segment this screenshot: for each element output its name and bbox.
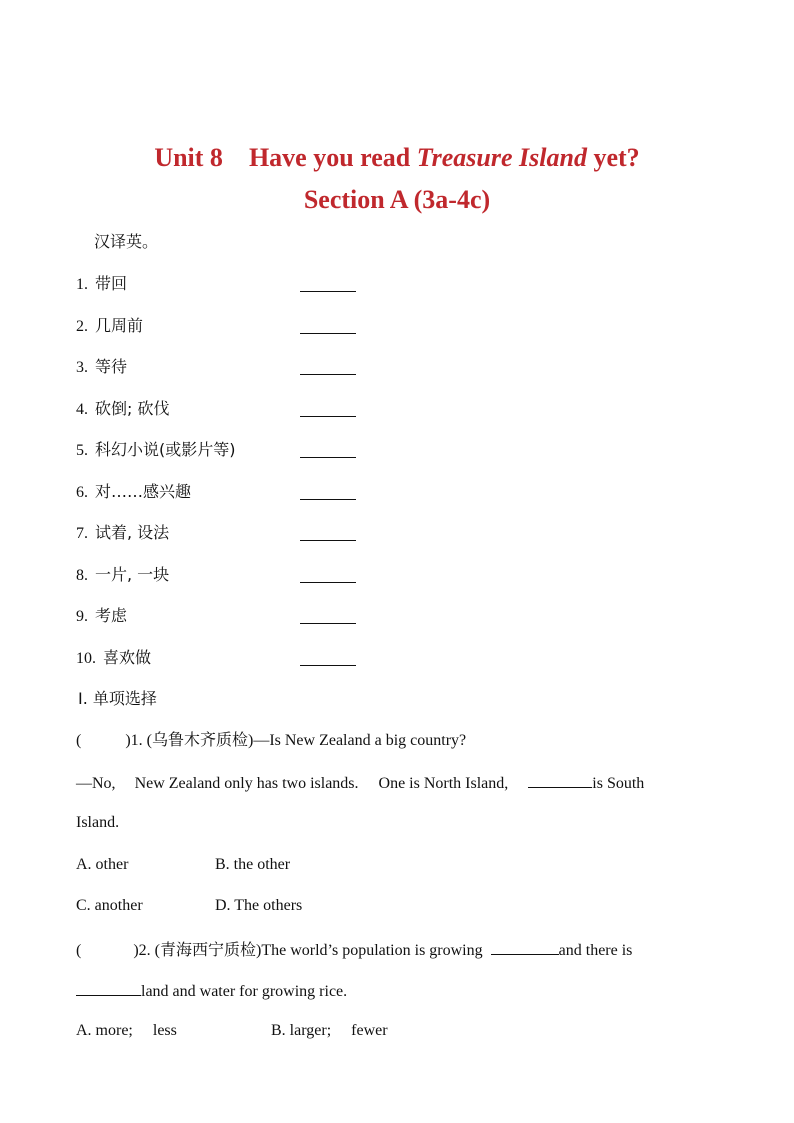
answer-blank[interactable] — [300, 582, 356, 583]
question-1-text: 1. (乌鲁木齐质检)—Is New Zealand a big country? — [130, 732, 467, 749]
section-heading: Ⅰ. 单项选择 — [78, 689, 157, 708]
q2-option-a-label: A. more; — [76, 1022, 133, 1039]
q2-option-b-word: fewer — [351, 1022, 388, 1039]
translation-instruction: 汉译英。 — [94, 232, 159, 251]
translation-item — [76, 482, 191, 503]
item-number: 2. — [76, 317, 88, 335]
q1-text-d: is South — [592, 775, 645, 792]
item-chinese-text: 对……感兴趣 — [95, 481, 192, 501]
item-chinese-text: 一片, 一块 — [95, 564, 170, 584]
answer-paren-open: ( — [76, 732, 82, 749]
answer-paren-open: ( — [76, 942, 82, 959]
fill-blank[interactable] — [76, 980, 141, 996]
translation-item — [76, 440, 236, 461]
translation-item — [76, 399, 169, 420]
item-chinese-text: 试着, 设法 — [95, 523, 170, 542]
answer-paren-close: ) — [133, 942, 139, 959]
option-d[interactable]: D. The others — [215, 897, 303, 914]
answer-blank[interactable] — [300, 499, 356, 500]
item-number: 8. — [76, 566, 88, 584]
item-chinese-text: 砍倒; 砍伐 — [95, 398, 170, 418]
item-chinese-text: 科幻小说(或影片等) — [95, 440, 236, 459]
q2-option-a[interactable] — [76, 1021, 177, 1041]
question-2-text: 2. (青海西宁质检)The world’s population is growing — [138, 942, 483, 959]
translation-item — [76, 523, 169, 544]
q2-text-line2: land and water for growing rice. — [141, 983, 348, 1000]
q1-text-c: One is North Island, — [378, 775, 509, 792]
item-chinese-text: 考虑 — [95, 606, 128, 625]
answer-blank[interactable] — [300, 374, 356, 375]
q1-text-a: —No, — [76, 775, 116, 792]
item-number: 9. — [76, 608, 88, 625]
item-number: 3. — [76, 359, 88, 376]
item-chinese-text: 几周前 — [95, 315, 144, 335]
answer-blank[interactable] — [300, 457, 356, 458]
translation-item — [76, 565, 169, 586]
q1-text-b: New Zealand only has two islands. — [134, 775, 359, 792]
option-a[interactable]: A. other — [76, 856, 129, 873]
question-1-line-3: Island. — [76, 814, 120, 831]
fill-blank[interactable] — [491, 939, 559, 955]
unit-title — [0, 143, 794, 173]
unit-number: Unit 8 — [154, 143, 223, 172]
item-number: 10. — [76, 649, 96, 667]
fill-blank[interactable] — [528, 772, 592, 788]
translation-item — [76, 606, 127, 627]
answer-paren-close: ) — [125, 732, 131, 749]
question-1 — [76, 731, 466, 751]
item-number: 1. — [76, 276, 88, 293]
title-question-end: yet? — [586, 143, 640, 172]
answer-blank[interactable] — [300, 333, 356, 334]
question-1-line-2 — [76, 772, 644, 794]
question-2 — [76, 939, 632, 961]
answer-blank[interactable] — [300, 291, 356, 292]
title-question-start: Have you read — [248, 143, 417, 172]
item-number: 5. — [76, 442, 88, 459]
answer-blank[interactable] — [300, 665, 356, 666]
answer-blank[interactable] — [300, 623, 356, 624]
question-2-line-2 — [76, 980, 347, 1002]
translation-item — [76, 357, 127, 378]
translation-item — [76, 316, 143, 337]
section-title: Section A (3a-4c) — [303, 185, 491, 214]
answer-blank[interactable] — [300, 416, 356, 417]
item-number: 4. — [76, 400, 88, 418]
book-title: Treasure Island — [416, 143, 587, 172]
item-chinese-text: 等待 — [95, 357, 128, 376]
translation-item — [76, 274, 127, 295]
item-number: 6. — [76, 483, 88, 501]
q2-option-b-label: B. larger; — [271, 1022, 332, 1039]
translation-item — [76, 648, 151, 669]
item-chinese-text: 带回 — [95, 274, 128, 293]
option-b[interactable]: B. the other — [215, 856, 291, 873]
q2-text-tail: and there is — [558, 942, 633, 959]
answer-blank[interactable] — [300, 540, 356, 541]
option-c[interactable]: C. another — [76, 897, 143, 914]
item-chinese-text: 喜欢做 — [103, 647, 152, 667]
q2-option-b[interactable] — [271, 1021, 388, 1041]
item-number: 7. — [76, 525, 88, 542]
q2-option-a-word: less — [152, 1022, 177, 1039]
